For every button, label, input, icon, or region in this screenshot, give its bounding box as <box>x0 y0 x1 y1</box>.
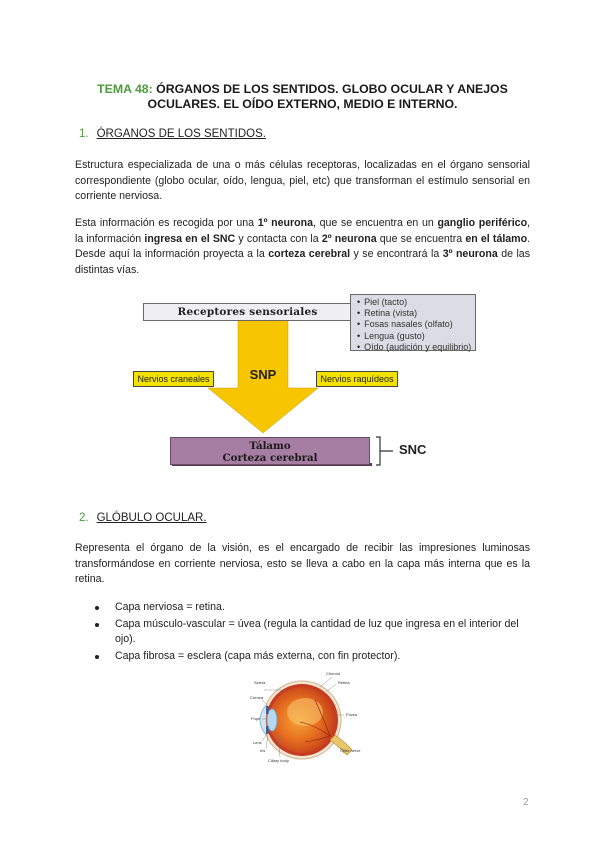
p2-text-2: , que se encuentra en un <box>312 217 438 229</box>
list-item-text: Capa nerviosa = retina. <box>115 601 225 613</box>
p2-text-3: , la información <box>75 217 530 245</box>
eye-label-fovea: Fovea <box>346 712 358 717</box>
snc-label: SNC <box>399 442 427 457</box>
list-item-text: Capa fibrosa = esclera (capa más externa, con fin protector). <box>115 649 401 662</box>
sense-item: • Lengua (gusto) <box>357 331 475 342</box>
section2-number: 2. <box>79 512 89 524</box>
eye-label-choroid: Choroid <box>326 671 341 676</box>
p2-bold-6: corteza cerebral <box>268 248 351 260</box>
p2-bold-7: 3º neurona <box>442 248 498 260</box>
section1-paragraph-1: Estructura especializada de una o más células receptoras, localizadas en el órgano sensorial correspondiente (globo ocular, oído, lengua, piel, etc) que transforman el estímulo sensorial en corriente nerviosa. <box>75 159 530 202</box>
p2-bold-2: ganglio periférico <box>437 217 528 229</box>
title-line2: OCULARES. EL OÍDO EXTERNO, MEDIO E INTERNO. <box>147 97 458 111</box>
sense-item: • Retina (vista) <box>357 308 475 319</box>
eye-label-optic-nerve: Optic nerve <box>340 748 361 753</box>
nervios-raquideos-box: Nervios raquídeos <box>316 371 398 387</box>
sense-item: • Oído (audición y equilibrio) <box>357 342 475 353</box>
page-number: 2 <box>523 797 529 808</box>
sense-item: • Fosas nasales (olfato) <box>357 319 475 330</box>
section2-paragraph: Representa el órgano de la visión, es el encargado de recibir las impresiones luminosas transformándose en corriente nerviosa, esto se lleva a cabo en la capa más interna que es la retina. <box>75 542 530 585</box>
vitreous-highlight <box>287 698 323 726</box>
corteza-label: Corteza cerebral <box>222 452 318 464</box>
title-prefix: TEMA 48: <box>97 82 153 96</box>
iris <box>266 706 269 714</box>
p2-text-6: . Desde aquí la información proyecta a la <box>75 232 531 260</box>
talamo-label: Tálamo <box>249 440 291 452</box>
section1-number: 1. <box>79 128 89 140</box>
nervios-craneales-box: Nervios craneales <box>133 371 214 387</box>
eye-label-ciliary-body: Ciliary body <box>268 758 289 763</box>
eye-label-sclera: Sclera <box>254 680 266 685</box>
snp-label: SNP <box>249 367 277 382</box>
eye-label-pupil: Pupil <box>251 716 260 721</box>
eye-label-lens: Lens <box>253 740 262 745</box>
p2-text-1: Esta información es recogida por una <box>75 217 258 229</box>
p2-text-8: de las distintas vías. <box>75 248 530 276</box>
p2-bold-1: 1º neurona <box>257 217 313 229</box>
p2-bold-4: 2º neurona <box>321 232 377 245</box>
p2-text-5: que se encuentra <box>376 232 466 245</box>
eye-label-iris: Iris <box>260 748 266 753</box>
receptores-box: Receptores sensoriales <box>143 303 352 321</box>
p2-text-4: y contacta con la <box>235 232 322 245</box>
section2-title: GLÓBULO OCULAR. <box>96 512 207 524</box>
cornea <box>260 705 266 735</box>
eye-label-retina: Retina <box>338 680 350 685</box>
p2-text-7: y se encontrará la <box>350 248 443 260</box>
list-item-text: Capa músculo-vascular = úvea (regula la cantidad de luz que ingresa en el interior del ojo). <box>115 617 519 645</box>
title-line1: ÓRGANOS DE LOS SENTIDOS. GLOBO OCULAR Y ANEJOS <box>152 82 508 96</box>
sense-item: • Piel (tacto) <box>357 297 475 308</box>
p2-bold-5: en el tálamo <box>465 232 528 245</box>
p2-bold-3: ingresa en el SNC <box>144 232 236 245</box>
section1-title: ÓRGANOS DE LOS SENTIDOS. <box>96 128 266 140</box>
eye-label-cornea: Cornea <box>250 695 264 700</box>
